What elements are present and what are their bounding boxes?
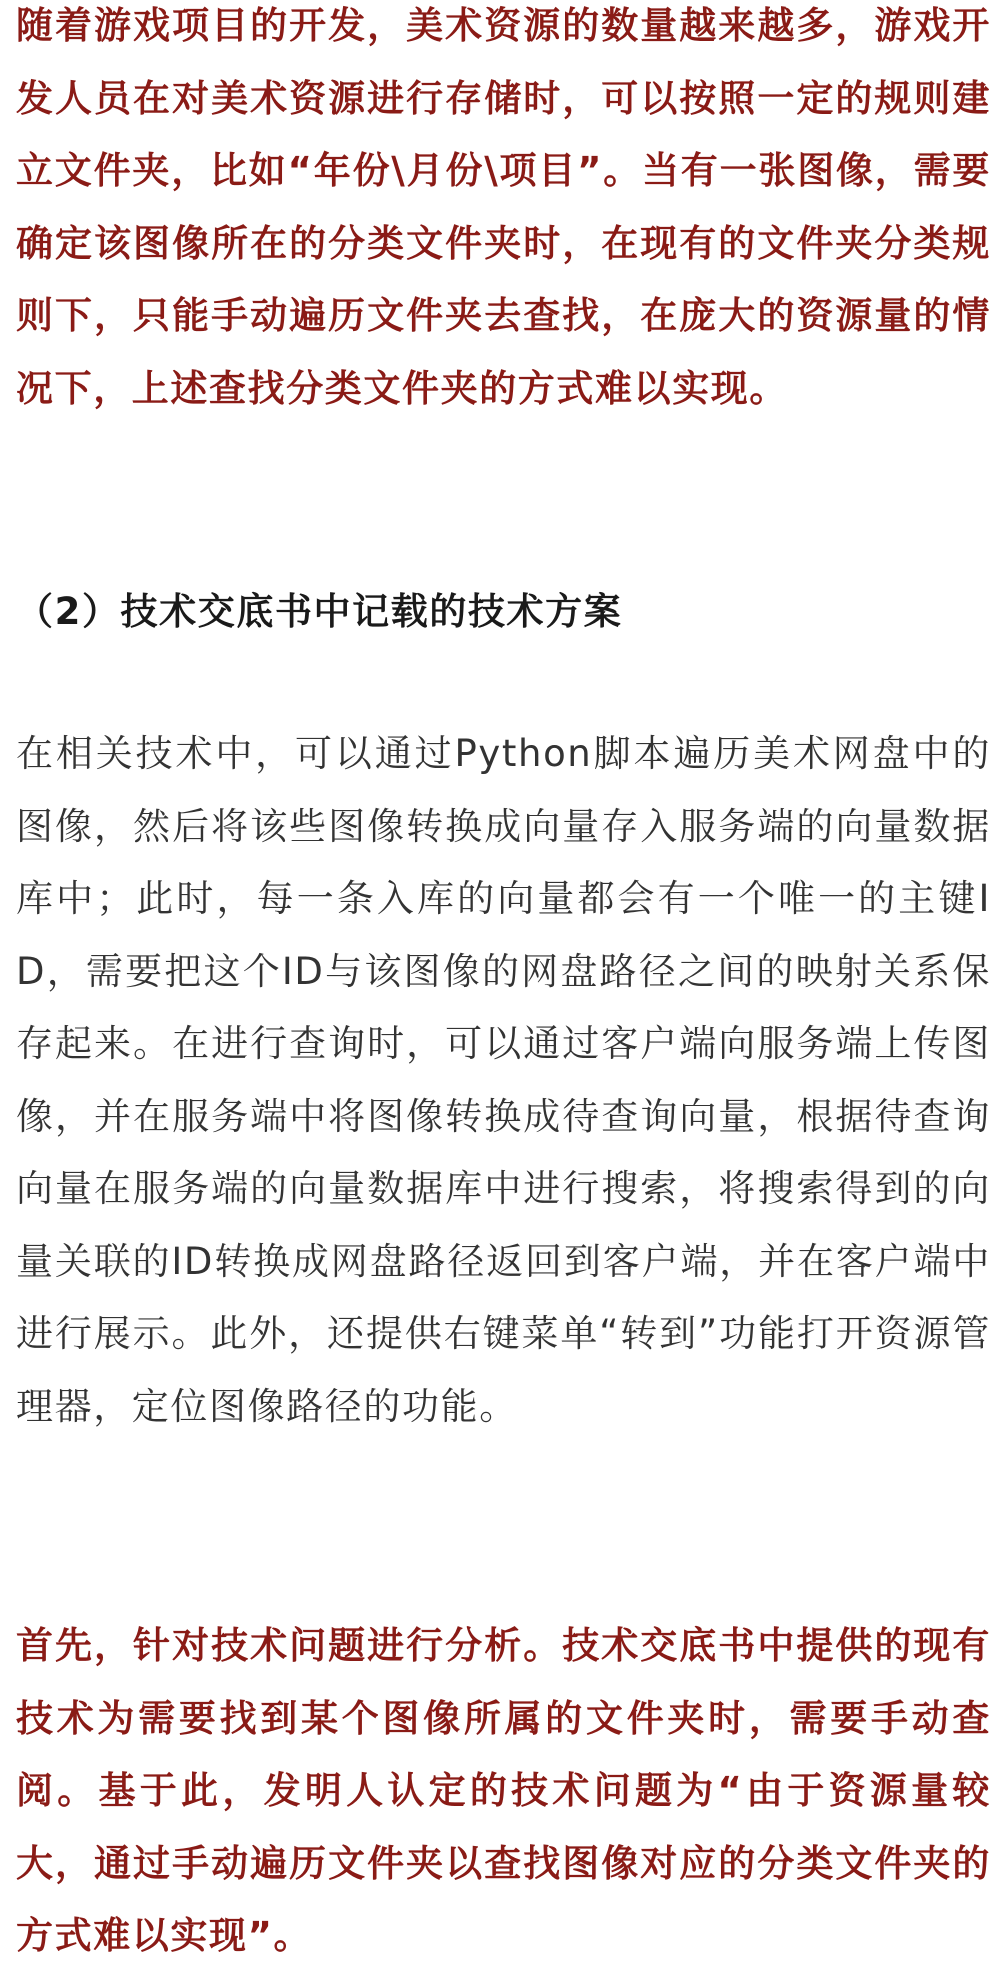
intro-paragraph-emphasized: 随着游戏项目的开发，美术资源的数量越来越多，游戏开发人员在对美术资源进行存储时，可以按照一定的规则建立文件夹，比如“年份\月份\项目”。当有一张图像，需要确定该图像所在的分类文件夹时，在现有的文件夹分类规则下，只能手动遍历文件夹去查找，在庞大的资源量的情况下，上述查找分类文件夹的方式难以实现。	[16, 4, 991, 410]
technical-solution-paragraph: 在相关技术中，可以通过Python脚本遍历美术网盘中的图像，然后将该些图像转换成向量存入服务端的向量数据库中；此时，每一条入库的向量都会有一个唯一的主键ID，需要把这个ID与该图像的网盘路径之间的映射关系保存起来。在进行查询时，可以通过客户端向服务端上传图像，并在服务端中将图像转换成待查询向量，根据待查询向量在服务端的向量数据库中进行搜索，将搜索得到的向量关联的ID转换成网盘路径返回到客户端，并在客户端中进行展示。此外，还提供右键菜单“转到”功能打开资源管理器，定位图像路径的功能。	[16, 732, 991, 1428]
section-heading: （2）技术交底书中记载的技术方案	[16, 590, 623, 633]
analysis-paragraph-emphasized: 首先，针对技术问题进行分析。技术交底书中提供的现有技术为需要找到某个图像所属的文件夹时，需要手动查阅。基于此，发明人认定的技术问题为“由于资源量较大，通过手动遍历文件夹以查找图像对应的分类文件夹的方式难以实现”。	[16, 1624, 991, 1957]
